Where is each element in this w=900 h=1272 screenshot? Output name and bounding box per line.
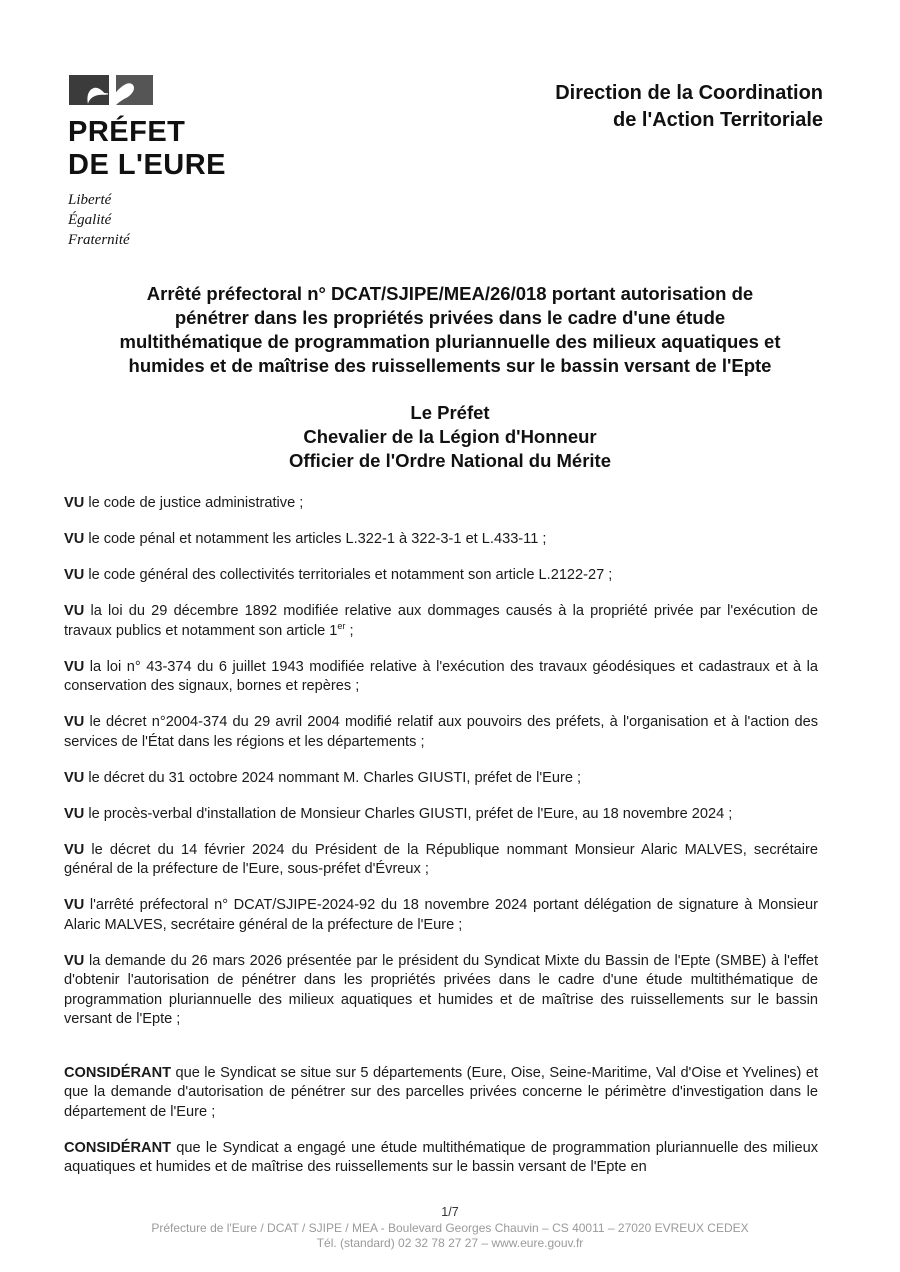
decree-title-line: humides et de maîtrise des ruissellements sur le bassin versant de l'Epte bbox=[128, 355, 772, 376]
considerant-keyword: CONSIDÉRANT bbox=[64, 1064, 172, 1081]
visa-text: le décret n°2004-374 du 29 avril 2004 modifié relatif aux pouvoirs des préfets, à l'organisation et à l'action des services de l'État dans les régions et les départements ; bbox=[64, 714, 818, 750]
motto-liberte: Liberté bbox=[68, 192, 112, 208]
visa-paragraph bbox=[64, 530, 818, 550]
authority-honour-2: Officier de l'Ordre National du Mérite bbox=[288, 450, 612, 471]
visa-text: l'arrêté préfectoral n° DCAT/SJIPE-2024-92 du 18 novembre 2024 portant délégation de signature à Monsieur Alaric MALVES, secrétaire général de la préfecture de l'Eure ; bbox=[64, 897, 818, 933]
considerant-paragraph bbox=[64, 1064, 818, 1123]
footer-address: Préfecture de l'Eure / DCAT / SJIPE / MEA - Boulevard Georges Chauvin – CS 40011 – 27020 EVREUX CEDEX bbox=[151, 1221, 749, 1235]
visa-keyword: VU bbox=[64, 495, 85, 511]
visa-superscript: er bbox=[337, 620, 346, 631]
visa-paragraph bbox=[64, 769, 818, 789]
marianne-logo-icon bbox=[68, 74, 154, 106]
page-footer bbox=[100, 1205, 800, 1251]
visa-paragraph bbox=[64, 952, 818, 1030]
visa-text: le code général des collectivités territoriales et notamment son article L.2122-27 ; bbox=[84, 567, 613, 583]
considerant-text: que le Syndicat se situe sur 5 départements (Eure, Oise, Seine-Maritime, Val d'Oise et Yvelines) et que la demande d'autorisation de pénétrer sur des parcelles privées concerne le périmètre d'investigation dans le département de l'Eure ; bbox=[64, 1064, 818, 1120]
considerant-keyword: CONSIDÉRANT bbox=[64, 1139, 172, 1156]
visa-keyword: VU bbox=[64, 603, 85, 619]
decree-title-line: Arrêté préfectoral n° DCAT/SJIPE/MEA/26/018 portant autorisation de bbox=[146, 283, 754, 304]
direction-line2: de l'Action Territoriale bbox=[613, 109, 823, 131]
decree-title-line: pénétrer dans les propriétés privées dans le cadre d'une étude bbox=[174, 307, 726, 328]
visa-keyword: VU bbox=[64, 658, 85, 675]
considerant-text: que le Syndicat a engagé une étude multithématique de programmation pluriannuelle des milieux aquatiques et humides et de maîtrise des ruissellements sur le bassin versant de l'Epte en bbox=[64, 1139, 818, 1175]
decree-body bbox=[64, 494, 818, 1194]
prefecture-name-line2: DE L'EURE bbox=[68, 149, 227, 181]
visa-keyword: VU bbox=[64, 567, 85, 583]
direction-line1: Direction de la Coordination bbox=[555, 82, 823, 104]
visa-paragraph bbox=[64, 713, 818, 752]
authority-title: Le Préfet bbox=[410, 402, 490, 423]
visa-paragraph bbox=[64, 841, 818, 880]
decree-title bbox=[80, 282, 820, 378]
visa-paragraph bbox=[64, 658, 818, 697]
visa-keyword: VU bbox=[64, 531, 85, 547]
motto-egalite: Égalité bbox=[68, 212, 112, 228]
visa-paragraph bbox=[64, 896, 818, 935]
direction-heading bbox=[483, 80, 823, 134]
visa-text: le procès-verbal d'installation de Monsieur Charles GIUSTI, préfet de l'Eure, au 18 novembre 2024 ; bbox=[84, 805, 733, 822]
visa-text: le décret du 31 octobre 2024 nommant M. Charles GIUSTI, préfet de l'Eure ; bbox=[84, 769, 582, 786]
decree-title-line: multithématique de programmation pluriannuelle des milieux aquatiques et bbox=[119, 331, 781, 352]
visa-keyword: VU bbox=[64, 714, 85, 730]
visa-keyword: VU bbox=[64, 841, 85, 858]
prefecture-name-line1: PRÉFET bbox=[68, 116, 186, 148]
visa-text: le décret du 14 février 2024 du Président de la République nommant Monsieur Alaric MALVES, secrétaire général de la préfecture de l'Eure, sous-préfet d'Évreux ; bbox=[64, 841, 818, 877]
visa-keyword: VU bbox=[64, 897, 85, 913]
footer-contact: Tél. (standard) 02 32 78 27 27 – www.eure.gouv.fr bbox=[316, 1236, 584, 1250]
visa-paragraph bbox=[64, 494, 818, 514]
republic-motto bbox=[68, 190, 268, 250]
visa-paragraph bbox=[64, 566, 818, 586]
visa-text: la loi n° 43-374 du 6 juillet 1943 modifiée relative à l'exécution des travaux géodésiques et cadastraux et à la conservation des signaux, bornes et repères ; bbox=[64, 658, 818, 694]
visa-paragraph bbox=[64, 602, 818, 641]
visa-keyword: VU bbox=[64, 805, 85, 822]
motto-fraternite: Fraternité bbox=[68, 232, 130, 248]
visa-text: le code de justice administrative ; bbox=[84, 495, 304, 511]
visa-text: la demande du 26 mars 2026 présentée par le président du Syndicat Mixte du Bassin de l'Epte (SMBE) à l'effet d'obtenir l'autorisation de pénétrer dans les propriétés privées dans le cadre d'une étude multithématique de programmation pluriannuelle des milieux aquatiques et humides et de maîtrise des ruissellements sur le bassin versant de l'Epte ; bbox=[64, 952, 818, 1027]
authority-honour-1: Chevalier de la Légion d'Honneur bbox=[303, 426, 597, 447]
visa-paragraph bbox=[64, 805, 818, 825]
prefecture-logo-block bbox=[68, 74, 268, 250]
page-number: 1/7 bbox=[441, 1205, 459, 1219]
visa-text-tail: ; bbox=[345, 622, 354, 639]
visa-keyword: VU bbox=[64, 952, 85, 969]
prefecture-name bbox=[68, 116, 268, 182]
visa-text: la loi du 29 décembre 1892 modifiée relative aux dommages causés à la propriété privée par l'exécution de travaux publics et notamment son article 1 bbox=[64, 603, 818, 639]
visa-keyword: VU bbox=[64, 769, 85, 786]
signing-authority bbox=[150, 401, 750, 473]
considerant-paragraph bbox=[64, 1139, 818, 1178]
visa-text: le code pénal et notamment les articles L.322-1 à 322-3-1 et L.433-11 ; bbox=[84, 531, 547, 547]
